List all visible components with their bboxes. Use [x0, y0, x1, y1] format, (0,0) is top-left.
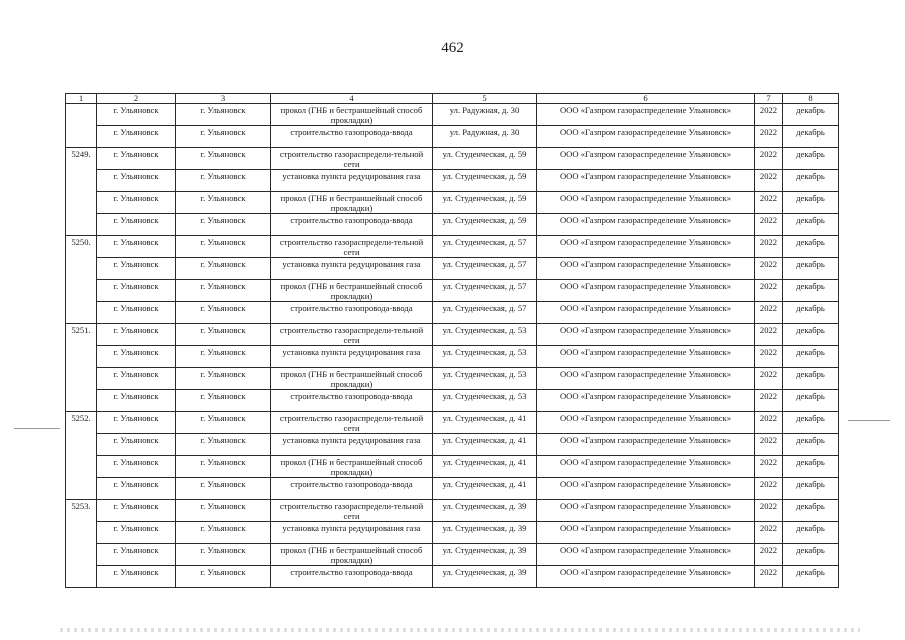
locality-from-cell: г. Ульяновск	[97, 324, 176, 346]
address-cell: ул. Студенческая, д. 57	[433, 280, 537, 302]
organization-cell: ООО «Газпром газораспределение Ульяновск»	[537, 302, 755, 324]
page-number: 462	[441, 40, 464, 56]
table-row	[66, 544, 839, 566]
table-row	[66, 346, 839, 368]
header-cell: 2	[97, 94, 176, 104]
month-cell: декабрь	[783, 148, 839, 170]
organization-cell: ООО «Газпром газораспределение Ульяновск»	[537, 456, 755, 478]
organization-cell: ООО «Газпром газораспределение Ульяновск»	[537, 346, 755, 368]
month-cell: декабрь	[783, 434, 839, 456]
month-cell: декабрь	[783, 566, 839, 588]
address-cell: ул. Студенческая, д. 53	[433, 368, 537, 390]
year-cell: 2022	[755, 236, 783, 258]
work-type-cell: строительство газопровода-ввода	[271, 390, 433, 412]
locality-from-cell: г. Ульяновск	[97, 566, 176, 588]
address-cell: ул. Студенческая, д. 39	[433, 522, 537, 544]
left-margin-mark	[14, 428, 60, 429]
work-type-cell: прокол (ГНБ и бестраншейный способ прокладки)	[271, 192, 433, 214]
address-cell: ул. Студенческая, д. 53	[433, 390, 537, 412]
month-cell: декабрь	[783, 478, 839, 500]
organization-cell: ООО «Газпром газораспределение Ульяновск»	[537, 434, 755, 456]
year-cell: 2022	[755, 566, 783, 588]
locality-to-cell: г. Ульяновск	[176, 192, 271, 214]
address-cell: ул. Студенческая, д. 39	[433, 566, 537, 588]
locality-from-cell: г. Ульяновск	[97, 434, 176, 456]
locality-to-cell: г. Ульяновск	[176, 566, 271, 588]
year-cell: 2022	[755, 456, 783, 478]
header-cell: 1	[66, 94, 97, 104]
table-row	[66, 126, 839, 148]
organization-cell: ООО «Газпром газораспределение Ульяновск»	[537, 368, 755, 390]
work-type-cell: строительство газопровода-ввода	[271, 214, 433, 236]
month-cell: декабрь	[783, 302, 839, 324]
locality-to-cell: г. Ульяновск	[176, 522, 271, 544]
table-row	[66, 258, 839, 280]
table-row	[66, 368, 839, 390]
year-cell: 2022	[755, 280, 783, 302]
month-cell: декабрь	[783, 170, 839, 192]
locality-from-cell: г. Ульяновск	[97, 148, 176, 170]
table-row	[66, 280, 839, 302]
table-row	[66, 390, 839, 412]
locality-to-cell: г. Ульяновск	[176, 104, 271, 126]
table-row	[66, 566, 839, 588]
month-cell: декабрь	[783, 280, 839, 302]
registry-table	[65, 93, 839, 588]
year-cell: 2022	[755, 434, 783, 456]
address-cell: ул. Студенческая, д. 57	[433, 258, 537, 280]
year-cell: 2022	[755, 126, 783, 148]
year-cell: 2022	[755, 412, 783, 434]
locality-to-cell: г. Ульяновск	[176, 324, 271, 346]
work-type-cell: строительство газораспредели-тельной сети	[271, 412, 433, 434]
locality-from-cell: г. Ульяновск	[97, 412, 176, 434]
table-row	[66, 522, 839, 544]
address-cell: ул. Студенческая, д. 59	[433, 192, 537, 214]
year-cell: 2022	[755, 148, 783, 170]
work-type-cell: установка пункта редуцирования газа	[271, 522, 433, 544]
organization-cell: ООО «Газпром газораспределение Ульяновск»	[537, 104, 755, 126]
locality-from-cell: г. Ульяновск	[97, 346, 176, 368]
locality-from-cell: г. Ульяновск	[97, 302, 176, 324]
table-row	[66, 478, 839, 500]
locality-from-cell: г. Ульяновск	[97, 280, 176, 302]
table-row	[66, 170, 839, 192]
work-type-cell: установка пункта редуцирования газа	[271, 258, 433, 280]
year-cell: 2022	[755, 544, 783, 566]
work-type-cell: строительство газопровода-ввода	[271, 302, 433, 324]
month-cell: декабрь	[783, 126, 839, 148]
address-cell: ул. Студенческая, д. 41	[433, 456, 537, 478]
work-type-cell: прокол (ГНБ и бестраншейный способ прокладки)	[271, 544, 433, 566]
month-cell: декабрь	[783, 236, 839, 258]
address-cell: ул. Радужная, д. 30	[433, 126, 537, 148]
organization-cell: ООО «Газпром газораспределение Ульяновск»	[537, 170, 755, 192]
locality-to-cell: г. Ульяновск	[176, 368, 271, 390]
header-cell: 8	[783, 94, 839, 104]
work-type-cell: прокол (ГНБ и бестраншейный способ прокладки)	[271, 368, 433, 390]
locality-from-cell: г. Ульяновск	[97, 500, 176, 522]
work-type-cell: установка пункта редуцирования газа	[271, 346, 433, 368]
locality-to-cell: г. Ульяновск	[176, 258, 271, 280]
address-cell: ул. Студенческая, д. 53	[433, 346, 537, 368]
header-cell: 5	[433, 94, 537, 104]
locality-to-cell: г. Ульяновск	[176, 280, 271, 302]
locality-to-cell: г. Ульяновск	[176, 544, 271, 566]
table-row	[66, 236, 839, 258]
locality-to-cell: г. Ульяновск	[176, 500, 271, 522]
table-row	[66, 434, 839, 456]
locality-to-cell: г. Ульяновск	[176, 478, 271, 500]
locality-from-cell: г. Ульяновск	[97, 522, 176, 544]
locality-from-cell: г. Ульяновск	[97, 214, 176, 236]
address-cell: ул. Студенческая, д. 59	[433, 148, 537, 170]
locality-from-cell: г. Ульяновск	[97, 258, 176, 280]
organization-cell: ООО «Газпром газораспределение Ульяновск»	[537, 566, 755, 588]
locality-from-cell: г. Ульяновск	[97, 478, 176, 500]
organization-cell: ООО «Газпром газораспределение Ульяновск»	[537, 522, 755, 544]
locality-to-cell: г. Ульяновск	[176, 456, 271, 478]
address-cell: ул. Студенческая, д. 41	[433, 434, 537, 456]
work-type-cell: установка пункта редуцирования газа	[271, 434, 433, 456]
table-row	[66, 456, 839, 478]
locality-to-cell: г. Ульяновск	[176, 412, 271, 434]
organization-cell: ООО «Газпром газораспределение Ульяновск»	[537, 126, 755, 148]
organization-cell: ООО «Газпром газораспределение Ульяновск»	[537, 412, 755, 434]
month-cell: декабрь	[783, 346, 839, 368]
address-cell: ул. Радужная, д. 30	[433, 104, 537, 126]
table-body	[66, 104, 839, 588]
year-cell: 2022	[755, 324, 783, 346]
locality-to-cell: г. Ульяновск	[176, 170, 271, 192]
work-type-cell: прокол (ГНБ и бестраншейный способ прокладки)	[271, 456, 433, 478]
year-cell: 2022	[755, 104, 783, 126]
year-cell: 2022	[755, 258, 783, 280]
right-margin-mark	[848, 420, 890, 421]
year-cell: 2022	[755, 170, 783, 192]
scan-edge-strip	[60, 628, 860, 632]
table-row	[66, 500, 839, 522]
address-cell: ул. Студенческая, д. 57	[433, 302, 537, 324]
locality-from-cell: г. Ульяновск	[97, 390, 176, 412]
year-cell: 2022	[755, 368, 783, 390]
locality-from-cell: г. Ульяновск	[97, 368, 176, 390]
work-type-cell: установка пункта редуцирования газа	[271, 170, 433, 192]
header-cell: 3	[176, 94, 271, 104]
table-row	[66, 324, 839, 346]
organization-cell: ООО «Газпром газораспределение Ульяновск»	[537, 280, 755, 302]
organization-cell: ООО «Газпром газораспределение Ульяновск»	[537, 258, 755, 280]
work-type-cell: строительство газораспредели-тельной сети	[271, 500, 433, 522]
locality-to-cell: г. Ульяновск	[176, 346, 271, 368]
month-cell: декабрь	[783, 104, 839, 126]
locality-to-cell: г. Ульяновск	[176, 434, 271, 456]
organization-cell: ООО «Газпром газораспределение Ульяновск»	[537, 192, 755, 214]
header-cell: 6	[537, 94, 755, 104]
year-cell: 2022	[755, 346, 783, 368]
table-row	[66, 214, 839, 236]
locality-from-cell: г. Ульяновск	[97, 126, 176, 148]
month-cell: декабрь	[783, 258, 839, 280]
month-cell: декабрь	[783, 412, 839, 434]
table-header	[66, 94, 839, 104]
locality-from-cell: г. Ульяновск	[97, 192, 176, 214]
locality-from-cell: г. Ульяновск	[97, 170, 176, 192]
month-cell: декабрь	[783, 324, 839, 346]
month-cell: декабрь	[783, 500, 839, 522]
organization-cell: ООО «Газпром газораспределение Ульяновск»	[537, 478, 755, 500]
work-type-cell: строительство газораспредели-тельной сети	[271, 324, 433, 346]
header-cell: 4	[271, 94, 433, 104]
locality-from-cell: г. Ульяновск	[97, 544, 176, 566]
address-cell: ул. Студенческая, д. 57	[433, 236, 537, 258]
locality-to-cell: г. Ульяновск	[176, 236, 271, 258]
address-cell: ул. Студенческая, д. 41	[433, 412, 537, 434]
address-cell: ул. Студенческая, д. 41	[433, 478, 537, 500]
work-type-cell: строительство газопровода-ввода	[271, 478, 433, 500]
organization-cell: ООО «Газпром газораспределение Ульяновск»	[537, 236, 755, 258]
organization-cell: ООО «Газпром газораспределение Ульяновск»	[537, 500, 755, 522]
address-cell: ул. Студенческая, д. 39	[433, 500, 537, 522]
locality-to-cell: г. Ульяновск	[176, 126, 271, 148]
month-cell: декабрь	[783, 522, 839, 544]
work-type-cell: прокол (ГНБ и бестраншейный способ прокладки)	[271, 104, 433, 126]
table-row	[66, 192, 839, 214]
address-cell: ул. Студенческая, д. 59	[433, 214, 537, 236]
organization-cell: ООО «Газпром газораспределение Ульяновск»	[537, 324, 755, 346]
month-cell: декабрь	[783, 456, 839, 478]
year-cell: 2022	[755, 500, 783, 522]
entry-number-cell: 5253.	[66, 500, 97, 588]
work-type-cell: прокол (ГНБ и бестраншейный способ прокладки)	[271, 280, 433, 302]
locality-from-cell: г. Ульяновск	[97, 236, 176, 258]
locality-from-cell: г. Ульяновск	[97, 456, 176, 478]
table-row	[66, 148, 839, 170]
locality-to-cell: г. Ульяновск	[176, 148, 271, 170]
work-type-cell: строительство газораспредели-тельной сети	[271, 148, 433, 170]
entry-number-cell: 5251.	[66, 324, 97, 412]
work-type-cell: строительство газораспредели-тельной сети	[271, 236, 433, 258]
locality-from-cell: г. Ульяновск	[97, 104, 176, 126]
month-cell: декабрь	[783, 368, 839, 390]
address-cell: ул. Студенческая, д. 53	[433, 324, 537, 346]
entry-number-cell	[66, 104, 97, 148]
year-cell: 2022	[755, 522, 783, 544]
month-cell: декабрь	[783, 390, 839, 412]
organization-cell: ООО «Газпром газораспределение Ульяновск»	[537, 214, 755, 236]
organization-cell: ООО «Газпром газораспределение Ульяновск»	[537, 390, 755, 412]
locality-to-cell: г. Ульяновск	[176, 390, 271, 412]
table-row	[66, 104, 839, 126]
address-cell: ул. Студенческая, д. 39	[433, 544, 537, 566]
table-row	[66, 302, 839, 324]
address-cell: ул. Студенческая, д. 59	[433, 170, 537, 192]
year-cell: 2022	[755, 192, 783, 214]
work-type-cell: строительство газопровода-ввода	[271, 566, 433, 588]
locality-to-cell: г. Ульяновск	[176, 302, 271, 324]
year-cell: 2022	[755, 302, 783, 324]
organization-cell: ООО «Газпром газораспределение Ульяновск»	[537, 544, 755, 566]
locality-to-cell: г. Ульяновск	[176, 214, 271, 236]
header-cell: 7	[755, 94, 783, 104]
work-type-cell: строительство газопровода-ввода	[271, 126, 433, 148]
organization-cell: ООО «Газпром газораспределение Ульяновск»	[537, 148, 755, 170]
entry-number-cell: 5250.	[66, 236, 97, 324]
month-cell: декабрь	[783, 214, 839, 236]
entry-number-cell: 5249.	[66, 148, 97, 236]
table-row	[66, 412, 839, 434]
year-cell: 2022	[755, 214, 783, 236]
year-cell: 2022	[755, 478, 783, 500]
year-cell: 2022	[755, 390, 783, 412]
entry-number-cell: 5252.	[66, 412, 97, 500]
month-cell: декабрь	[783, 192, 839, 214]
month-cell: декабрь	[783, 544, 839, 566]
